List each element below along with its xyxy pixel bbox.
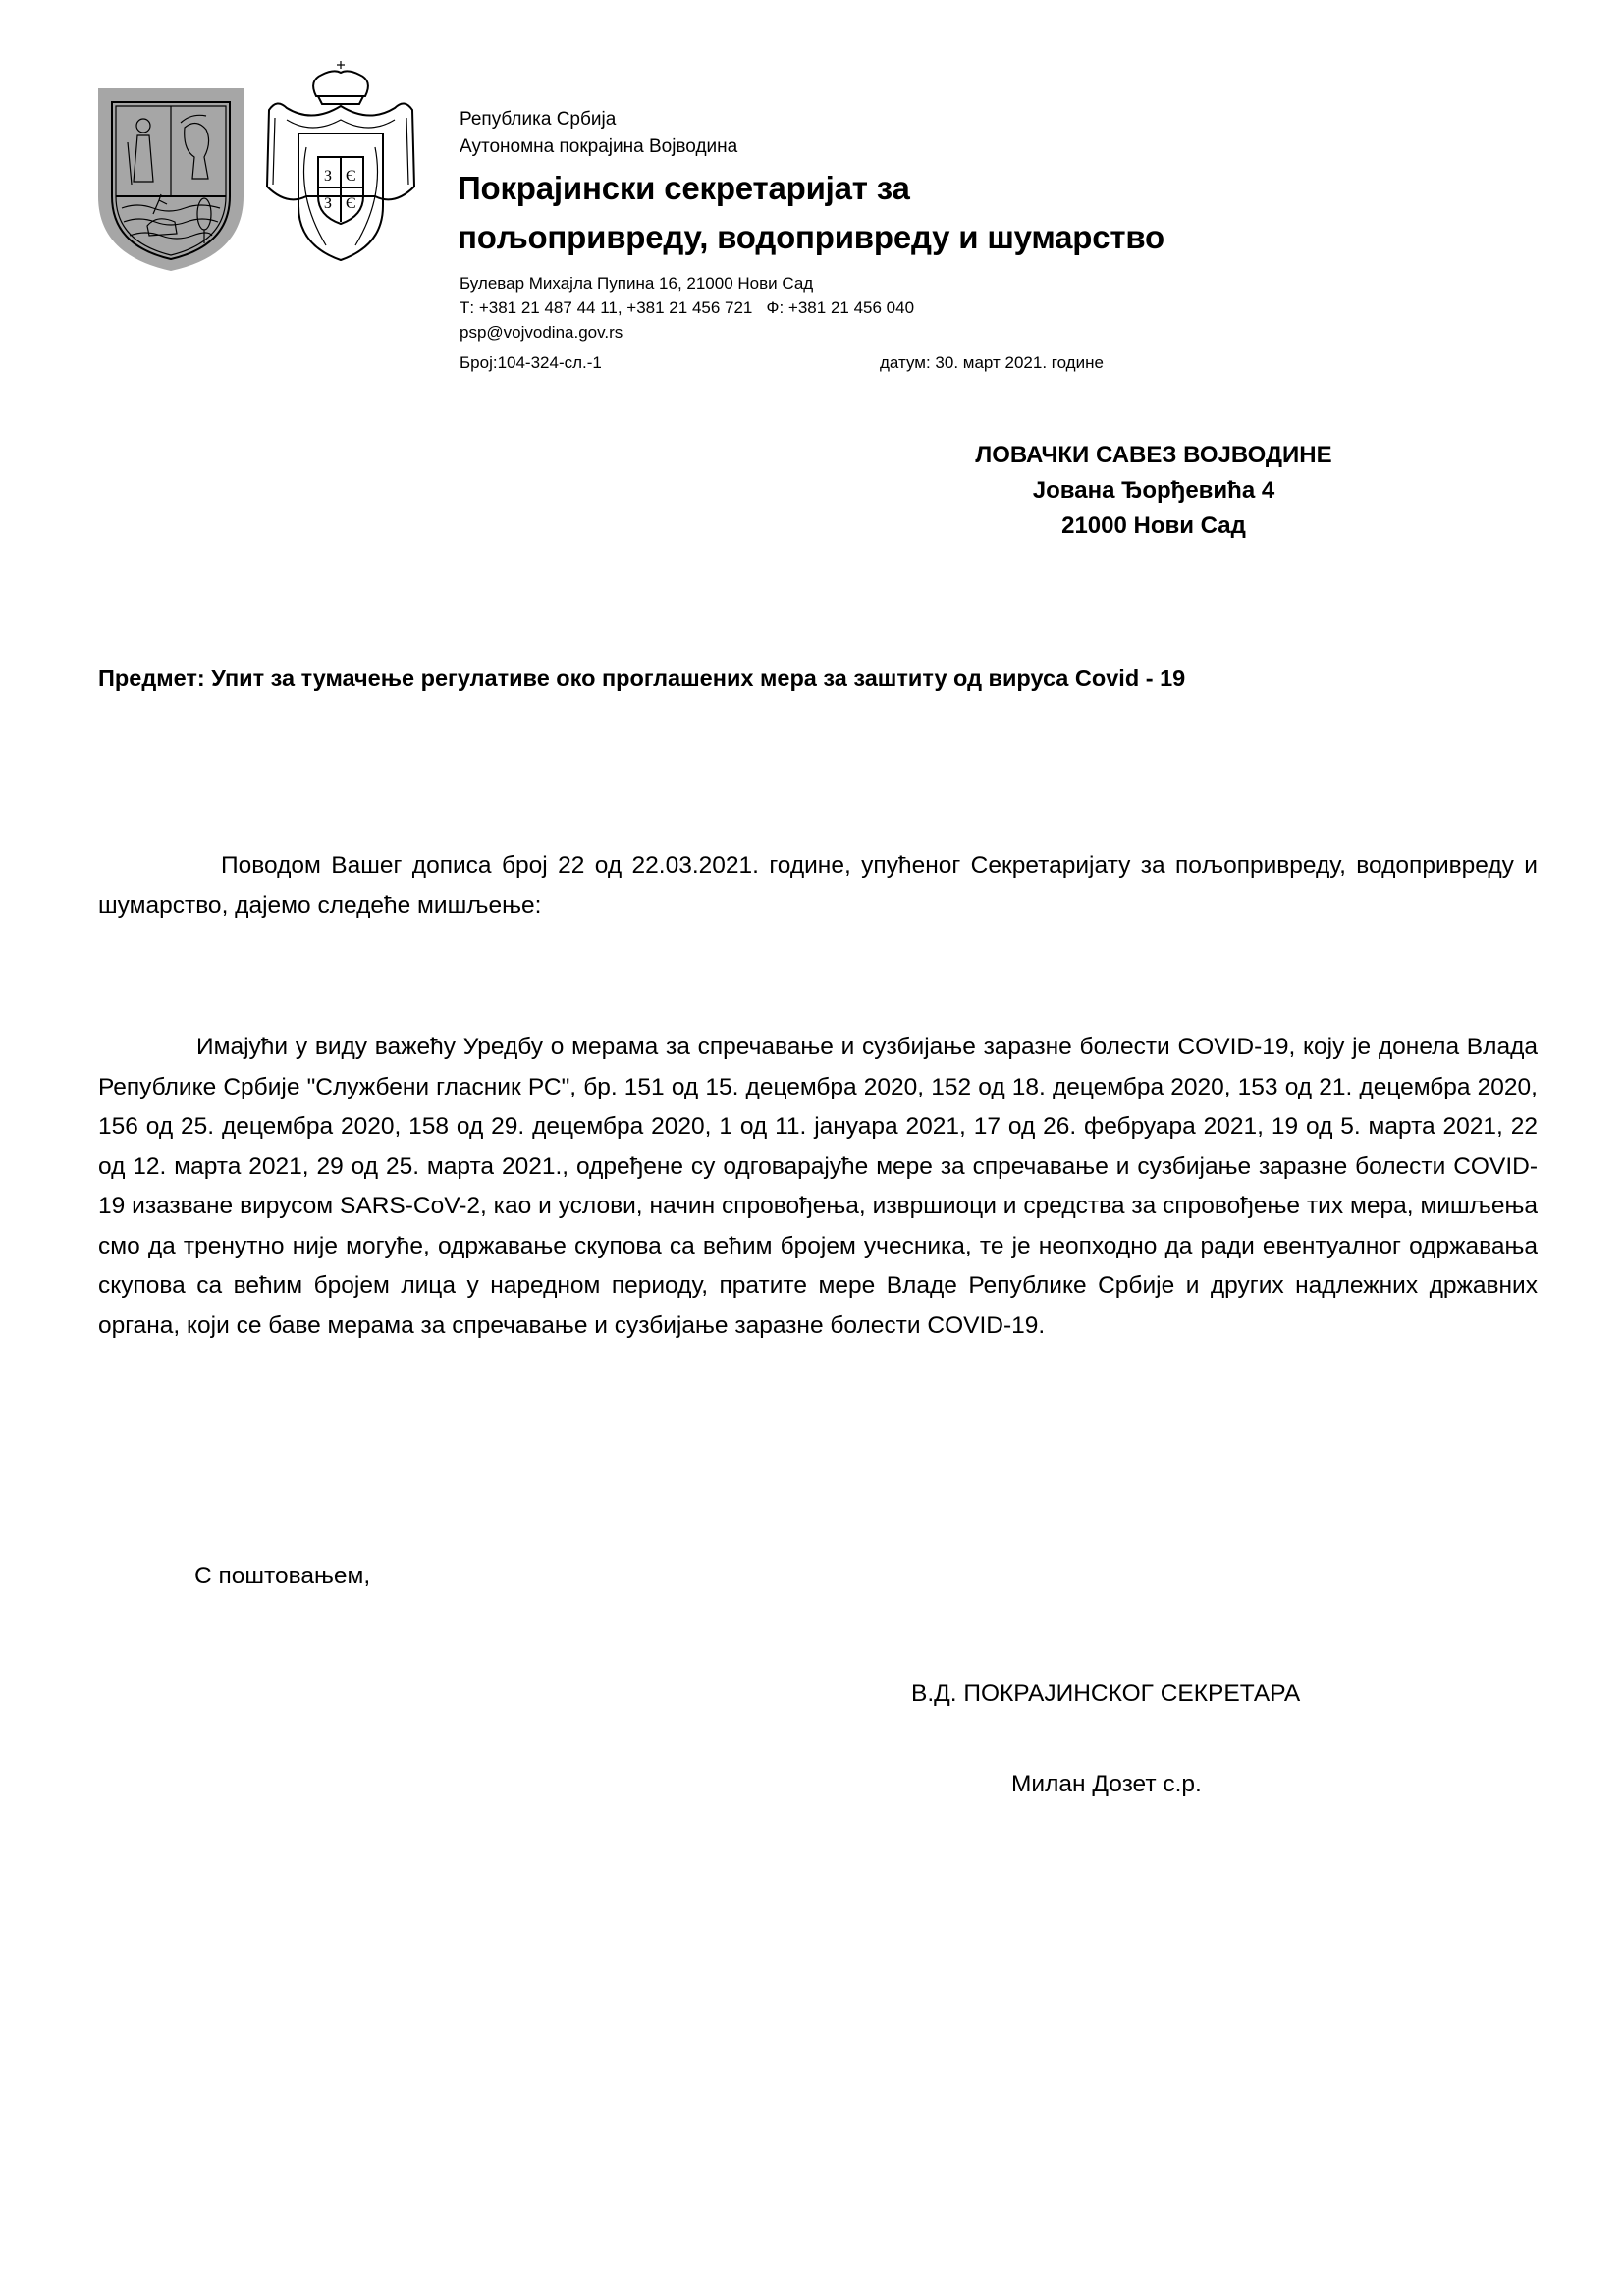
subject-line: Предмет: Упит за тумачење регулативе око проглашених мера за заштиту од вируса Covid - 19 <box>98 666 1186 691</box>
body-paragraph-1: Поводом Вашег дописа број 22 од 22.03.2021. године, упућеног Секретаријату за пољопривреду, водопривреду и шумарство, дајемо следеће мишљење: <box>98 852 1538 919</box>
recipient-name: ЛОВАЧКИ САВЕЗ ВОЈВОДИНЕ <box>975 442 1332 468</box>
organization-email: psp@vojvodina.gov.rs <box>460 323 623 342</box>
svg-text:З: З <box>324 195 333 212</box>
vojvodina-coat-of-arms-icon <box>98 88 244 271</box>
country-name: Република Србија <box>460 109 617 130</box>
signer-title: В.Д. ПОКРАЈИНСКОГ СЕКРЕТАРА <box>911 1681 1301 1707</box>
organization-name-line2: пољопривреду, водопривреду и шумарство <box>458 219 1164 255</box>
closing-salutation: С поштовањем, <box>194 1563 371 1589</box>
organization-name-line1: Покрајински секретаријат за <box>458 170 910 206</box>
organization-phone: Т: +381 21 487 44 11, +381 21 456 721 Ф: +381 21 456 040 <box>460 298 915 317</box>
recipient-street: Јована Ђорђевића 4 <box>1032 477 1275 504</box>
recipient-block <box>943 438 1365 544</box>
province-name: Аутономна покрајина Војводина <box>460 136 738 157</box>
serbia-coat-of-arms-icon <box>257 59 424 270</box>
organization-address: Булевар Михајла Пупина 16, 21000 Нови Сад <box>460 274 814 293</box>
body-paragraph-2: Имајући у виду важећу Уредбу о мерама за спречавање и сузбијање заразне болести COVID-19, коју је донела Влада Републике Србије "Службени гласник РС", бр. 151 од 15. децембра 2020, 152 од 18. децембра 2020, 153 од 21. децембра 2020, 156 од 25. децембра 2020, 158 од 29. децембра 2020, 1 од 11. јануара 2021, 17 од 26. фебруара 2021, 19 од 5. марта 2021, 22 од 12. марта 2021, 29 од 25. марта 2021., одређене су одговарајуће мере за спречавање и сузбијање заразне болести COVID-19 изазване вирусом SARS-CoV-2, као и услови, начин спровођења, извршиоци и средства за спровођење тих мера, мишљења смо да тренутно није могуће, одржавање скупова са већим бројем учесника, те је неопходно да ради евентуалног одржавања скупова са већим бројем лица у наредном периоду, пратите мере Владе Републике Србије и других надлежних државних органа, који се баве мерама за спречавање и сузбијање заразне болести COVID-19. <box>98 1034 1538 1339</box>
signer-name: Милан Дозет с.р. <box>1011 1771 1202 1797</box>
recipient-city: 21000 Нови Сад <box>1061 512 1246 539</box>
svg-text:Є: Є <box>346 168 356 185</box>
document-date: датум: 30. март 2021. године <box>880 353 1104 372</box>
svg-text:Є: Є <box>346 195 356 212</box>
svg-text:З: З <box>324 168 333 185</box>
document-number: Број:104-324-сл.-1 <box>460 353 602 372</box>
